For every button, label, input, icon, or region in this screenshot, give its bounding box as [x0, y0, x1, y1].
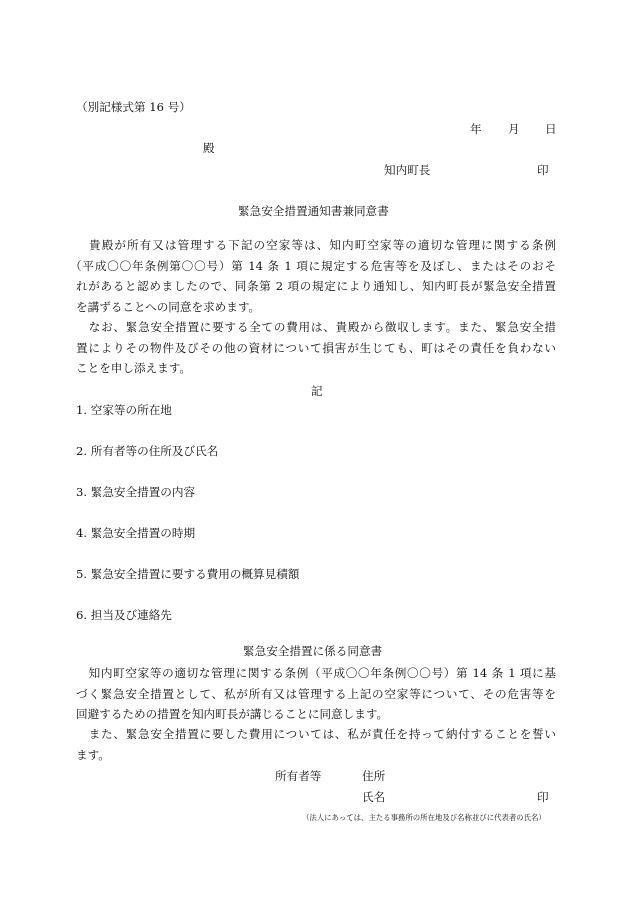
date-year: 年 — [470, 122, 482, 136]
form-number: （別記様式第 16 号） — [76, 100, 191, 114]
consent-title: 緊急安全措置に係る同意書 — [243, 644, 383, 658]
owner-label: 所有者等 — [275, 769, 322, 783]
text-line: を講ずることへの同意を求めます。 — [76, 299, 261, 314]
text-line: また、緊急安全措置に要した費用については、私が責任を持って納付することを誓い — [88, 727, 556, 741]
date-month: 月 — [508, 122, 520, 136]
consent-paragraph-1 — [76, 663, 556, 725]
text-line: （平成〇〇年条例第〇〇号）第 14 条 1 項に規定する危害等を及ぼし、またはそのおそ — [70, 258, 556, 273]
text-line: ことを申し添えます。 — [76, 361, 192, 375]
address-label: 住所 — [362, 769, 386, 783]
consent-paragraph-2 — [76, 724, 556, 765]
text-line: づく緊急安全措置として、私が所有又は管理する上記の空家等について、その危害等を — [76, 686, 556, 701]
text-line: 回避するための措置を知内町長が講じることに同意します。 — [76, 707, 389, 721]
text-line: れがあると認めましたので、同条第 2 項の規定により通知し、知内町長が緊急安全措置 — [76, 279, 556, 293]
text-line: ます。 — [76, 747, 110, 762]
issuer-seal: 印 — [537, 163, 549, 177]
owner-seal: 印 — [537, 790, 549, 804]
addressee-suffix: 殿 — [203, 141, 215, 155]
ki-heading: 記 — [311, 384, 323, 398]
item-cost: 5. 緊急安全措置に要する費用の概算見積額 — [76, 567, 300, 581]
notice-paragraph-1 — [70, 235, 556, 317]
text-line: 置によりその物件及びその他の資材について損害が生じても、町はその責任を負わない — [76, 340, 556, 355]
item-location: 1. 空家等の所在地 — [76, 403, 172, 417]
issuer-name: 知内町長 — [384, 163, 431, 177]
item-contact: 6. 担当及び連絡先 — [76, 608, 172, 622]
item-owner: 2. 所有者等の住所及び氏名 — [76, 444, 219, 458]
notice-title: 緊急安全措置通知書兼同意書 — [238, 204, 389, 218]
corporate-note: （法人にあっては、主たる事務所の所在地及び名称並びに代表者の氏名） — [302, 813, 546, 822]
text-line: 知内町空家等の適切な管理に関する条例（平成〇〇年条例〇〇号）第 14 条 1 項に基 — [88, 666, 556, 680]
date-day: 日 — [545, 122, 557, 136]
item-period: 4. 緊急安全措置の時期 — [76, 526, 196, 540]
text-line: なお、緊急安全措置に要する全ての費用は、貴殿から徴収します。また、緊急安全措 — [88, 320, 556, 334]
name-label: 氏名 — [362, 790, 386, 804]
notice-paragraph-2 — [76, 317, 556, 379]
item-content: 3. 緊急安全措置の内容 — [76, 485, 196, 499]
text-line: 貴殿が所有又は管理する下記の空家等は、知内町空家等の適切な管理に関する条例 — [88, 238, 556, 252]
